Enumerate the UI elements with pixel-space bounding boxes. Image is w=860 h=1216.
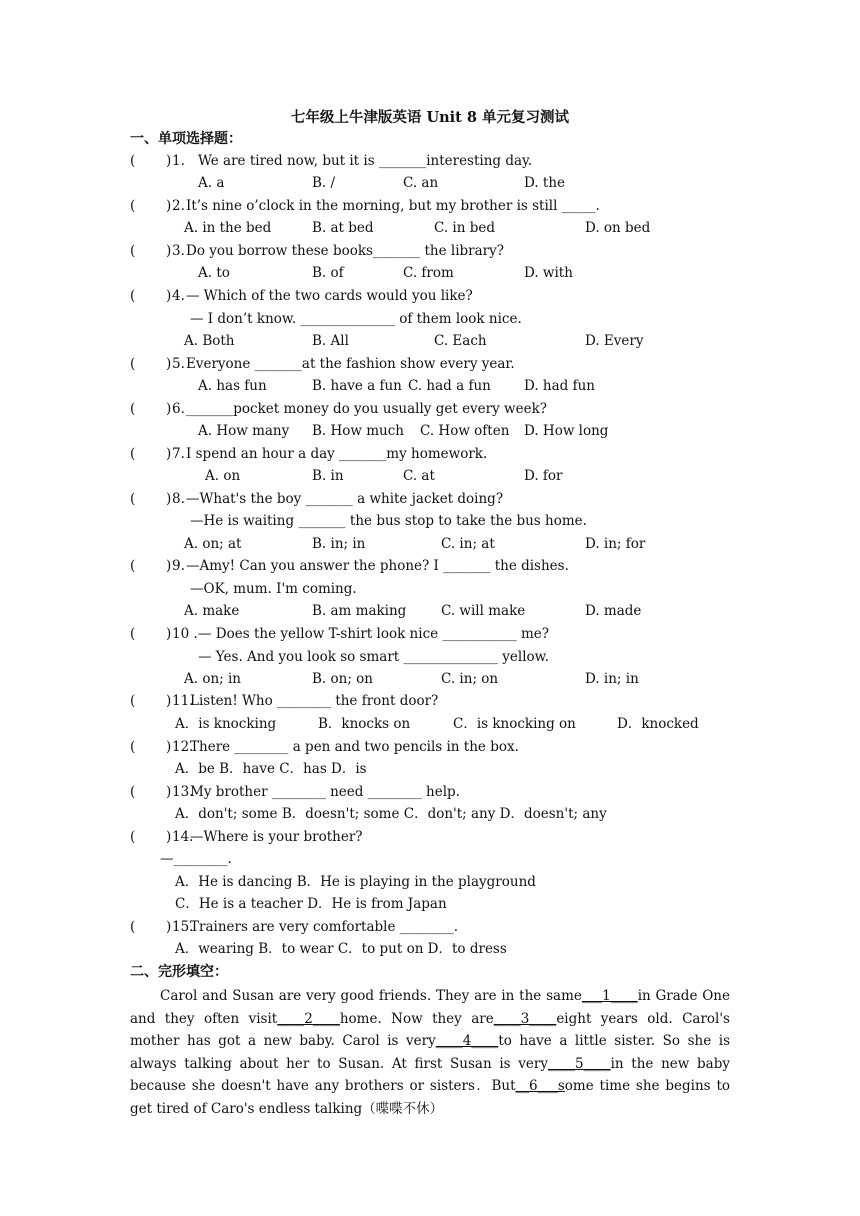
passage-text: eight years old. Carol's mother has got a new baby. Carol is very: [130, 1010, 730, 1050]
answer-option: B. at bed: [312, 220, 374, 236]
question-row: [0, 738, 860, 756]
question-row: [0, 557, 860, 575]
answer-paren-open: (: [130, 198, 136, 214]
answer-option: B. /: [312, 175, 336, 191]
answer-option: D. for: [524, 468, 563, 484]
answer-paren-close: ): [166, 784, 172, 800]
passage-text: in Grade One and they often visit: [130, 988, 730, 1027]
answer-paren-open: (: [130, 243, 136, 259]
answer-paren-open: (: [130, 626, 136, 642]
answer-paren-close: ): [166, 198, 172, 214]
answer-option: A．don't; some B．doesn't; some C．don't; any D．doesn't; any: [175, 806, 607, 822]
answer-option: B. All: [312, 333, 349, 349]
answer-paren-open: (: [130, 491, 136, 507]
question-number: 1.: [172, 153, 185, 169]
answer-paren-close: ): [166, 288, 172, 304]
answer-paren-open: (: [130, 446, 136, 462]
answer-option: A. has fun: [198, 378, 267, 394]
question-row: [0, 197, 860, 215]
answer-option: C. in bed: [434, 220, 496, 236]
answer-option: B. in: [312, 468, 344, 484]
question-text: Everyone _______at the fashion show every year.: [186, 356, 515, 372]
section-heading-multiple-choice: 一、单项选择题：: [130, 131, 242, 147]
answer-option: A．He is dancing B．He is playing in the playground: [175, 874, 536, 890]
question-number: 6.: [172, 401, 185, 417]
question-row: [0, 445, 860, 463]
cloze-passage: [130, 985, 730, 1121]
cloze-blank: __6___s: [515, 1078, 565, 1095]
answer-paren-close: ): [166, 739, 172, 755]
page-title: 七年级上牛津版英语 Unit 8 单元复习测试: [290, 109, 570, 126]
answer-option: B. How much: [312, 423, 405, 439]
answer-option: A. on: [205, 468, 241, 484]
passage-text: to have a little sister. So she is always talking about her to Susan. At first Susan is very: [130, 1033, 730, 1072]
answer-option: D. in; for: [585, 536, 646, 552]
answer-option: C. Each: [434, 333, 487, 349]
question-text: — Does the yellow T-shirt look nice ___________ me?: [198, 626, 549, 642]
question-row: [0, 287, 860, 305]
answer-paren-open: (: [130, 558, 136, 574]
answer-paren-close: ): [166, 919, 172, 935]
answer-option: A. Both: [184, 333, 235, 349]
answer-paren-open: (: [130, 739, 136, 755]
answer-option: C．is knocking on: [453, 716, 576, 732]
answer-paren-open: (: [130, 784, 136, 800]
answer-option: B. of: [312, 265, 344, 281]
answer-paren-open: (: [130, 693, 136, 709]
answer-paren-close: ): [166, 153, 172, 169]
answer-option: C. from: [403, 265, 454, 281]
section-heading-cloze: 二、完形填空：: [130, 964, 228, 980]
answer-paren-close: ): [166, 829, 172, 845]
question-text: — Which of the two cards would you like?: [186, 288, 473, 304]
question-followup: —________.: [160, 851, 232, 867]
answer-option: D. How long: [524, 423, 609, 439]
answer-paren-close: ): [166, 626, 172, 642]
question-text: We are tired now, but it is _______interesting day.: [198, 153, 533, 169]
answer-paren-open: (: [130, 153, 136, 169]
question-row: [0, 828, 860, 846]
answer-option: C. in; on: [441, 671, 499, 687]
question-followup: —OK, mum. I'm coming.: [190, 581, 357, 597]
answer-option: B. am making: [312, 603, 407, 619]
question-row: [0, 918, 860, 936]
answer-option: D. with: [524, 265, 573, 281]
question-number: 8.: [172, 491, 185, 507]
passage-text: Carol and Susan are very good friends. They are in the same: [160, 988, 582, 1004]
question-number: 15.: [172, 919, 194, 935]
passage-text: home. Now they are: [339, 1010, 494, 1027]
passage-text: in the new baby because she doesn't have any brothers or sisters．But: [130, 1055, 730, 1095]
answer-paren-close: ): [166, 558, 172, 574]
cloze-blank: ____3____: [493, 1010, 557, 1027]
answer-option: D. the: [524, 175, 566, 191]
answer-option: B. on; on: [312, 671, 373, 687]
answer-option: C. in; at: [441, 536, 495, 552]
cloze-blank: ____2____: [277, 1010, 340, 1027]
question-number: 3.: [172, 243, 185, 259]
answer-paren-open: (: [130, 829, 136, 845]
question-row: [0, 400, 860, 418]
answer-paren-open: (: [130, 919, 136, 935]
question-text: —Where is your brother?: [190, 829, 363, 845]
answer-option: A. a: [198, 175, 225, 191]
answer-option: B. in; in: [312, 536, 366, 552]
answer-option: C. an: [403, 175, 439, 191]
question-followup: —He is waiting _______ the bus stop to take the bus home.: [190, 513, 587, 529]
question-row: [0, 692, 860, 710]
answer-option: C. at: [403, 468, 435, 484]
answer-option: A. to: [198, 265, 230, 281]
cloze-blank: ____5____: [547, 1055, 611, 1072]
answer-option: A. on; in: [184, 671, 242, 687]
question-text: My brother ________ need ________ help.: [190, 784, 460, 800]
answer-option: C．He is a teacher D．He is from Japan: [175, 896, 447, 912]
question-row: [0, 490, 860, 508]
cloze-blank: ____4____: [435, 1033, 499, 1050]
question-number: 12.: [172, 739, 194, 755]
question-row: [0, 152, 860, 170]
question-number: 11.: [172, 693, 194, 709]
question-number: 2.: [172, 198, 185, 214]
answer-paren-open: (: [130, 288, 136, 304]
question-text: There ________ a pen and two pencils in the box.: [190, 739, 519, 755]
answer-option: D. on bed: [585, 220, 651, 236]
question-number: 9.: [172, 558, 185, 574]
answer-option: C. How often: [420, 423, 510, 439]
question-text: Listen! Who ________ the front door?: [190, 693, 439, 709]
answer-option: D. made: [585, 603, 642, 619]
answer-option: A．is knocking: [175, 716, 277, 732]
answer-option: C. had a fun: [408, 378, 491, 394]
answer-option: A. How many: [198, 423, 290, 439]
answer-option: D. Every: [585, 333, 644, 349]
answer-option: D. had fun: [524, 378, 595, 394]
question-number: 5.: [172, 356, 185, 372]
question-number: 10 .: [172, 626, 198, 642]
answer-paren-open: (: [130, 401, 136, 417]
passage-text: ome time she begins to get tired of Caro's endless talking（喋喋不休）: [130, 1078, 730, 1117]
answer-paren-open: (: [130, 356, 136, 372]
question-text: It’s nine o’clock in the morning, but my brother is still _____.: [186, 198, 600, 214]
answer-option: A. on; at: [184, 536, 242, 552]
answer-paren-close: ): [166, 243, 172, 259]
answer-paren-close: ): [166, 356, 172, 372]
question-text: Do you borrow these books_______ the library?: [186, 243, 504, 259]
answer-paren-close: ): [166, 401, 172, 417]
answer-paren-close: ): [166, 693, 172, 709]
question-text: _______pocket money do you usually get every week?: [186, 401, 547, 417]
question-followup: — Yes. And you look so smart ______________ yellow.: [198, 649, 549, 665]
answer-paren-close: ): [166, 491, 172, 507]
question-row: [0, 242, 860, 260]
question-text: I spend an hour a day _______my homework.: [186, 446, 488, 462]
question-row: [0, 783, 860, 801]
answer-paren-close: ): [166, 446, 172, 462]
question-number: 13.: [172, 784, 194, 800]
cloze-blank: ___1____: [581, 988, 638, 1004]
answer-option: A．be B．have C．has D．is: [175, 761, 367, 777]
question-text: Trainers are very comfortable ________.: [190, 919, 459, 935]
answer-option: D．knocked: [617, 716, 699, 732]
question-number: 14.: [172, 829, 194, 845]
answer-option: A. make: [184, 603, 240, 619]
answer-option: B．knocks on: [318, 716, 411, 732]
question-number: 7.: [172, 446, 185, 462]
question-number: 4.: [172, 288, 185, 304]
question-followup: — I don’t know. ______________ of them look nice.: [190, 311, 522, 327]
answer-option: C. will make: [441, 603, 526, 619]
answer-option: D. in; in: [585, 671, 639, 687]
question-text: —Amy! Can you answer the phone? I _______ the dishes.: [186, 558, 569, 574]
answer-option: B. have a fun: [312, 378, 402, 394]
question-row: [0, 355, 860, 373]
question-text: —What's the boy _______ a white jacket doing?: [186, 491, 504, 507]
answer-option: A. in the bed: [184, 220, 272, 236]
question-row: [0, 625, 860, 643]
answer-option: A．wearing B．to wear C．to put on D．to dress: [175, 941, 507, 957]
